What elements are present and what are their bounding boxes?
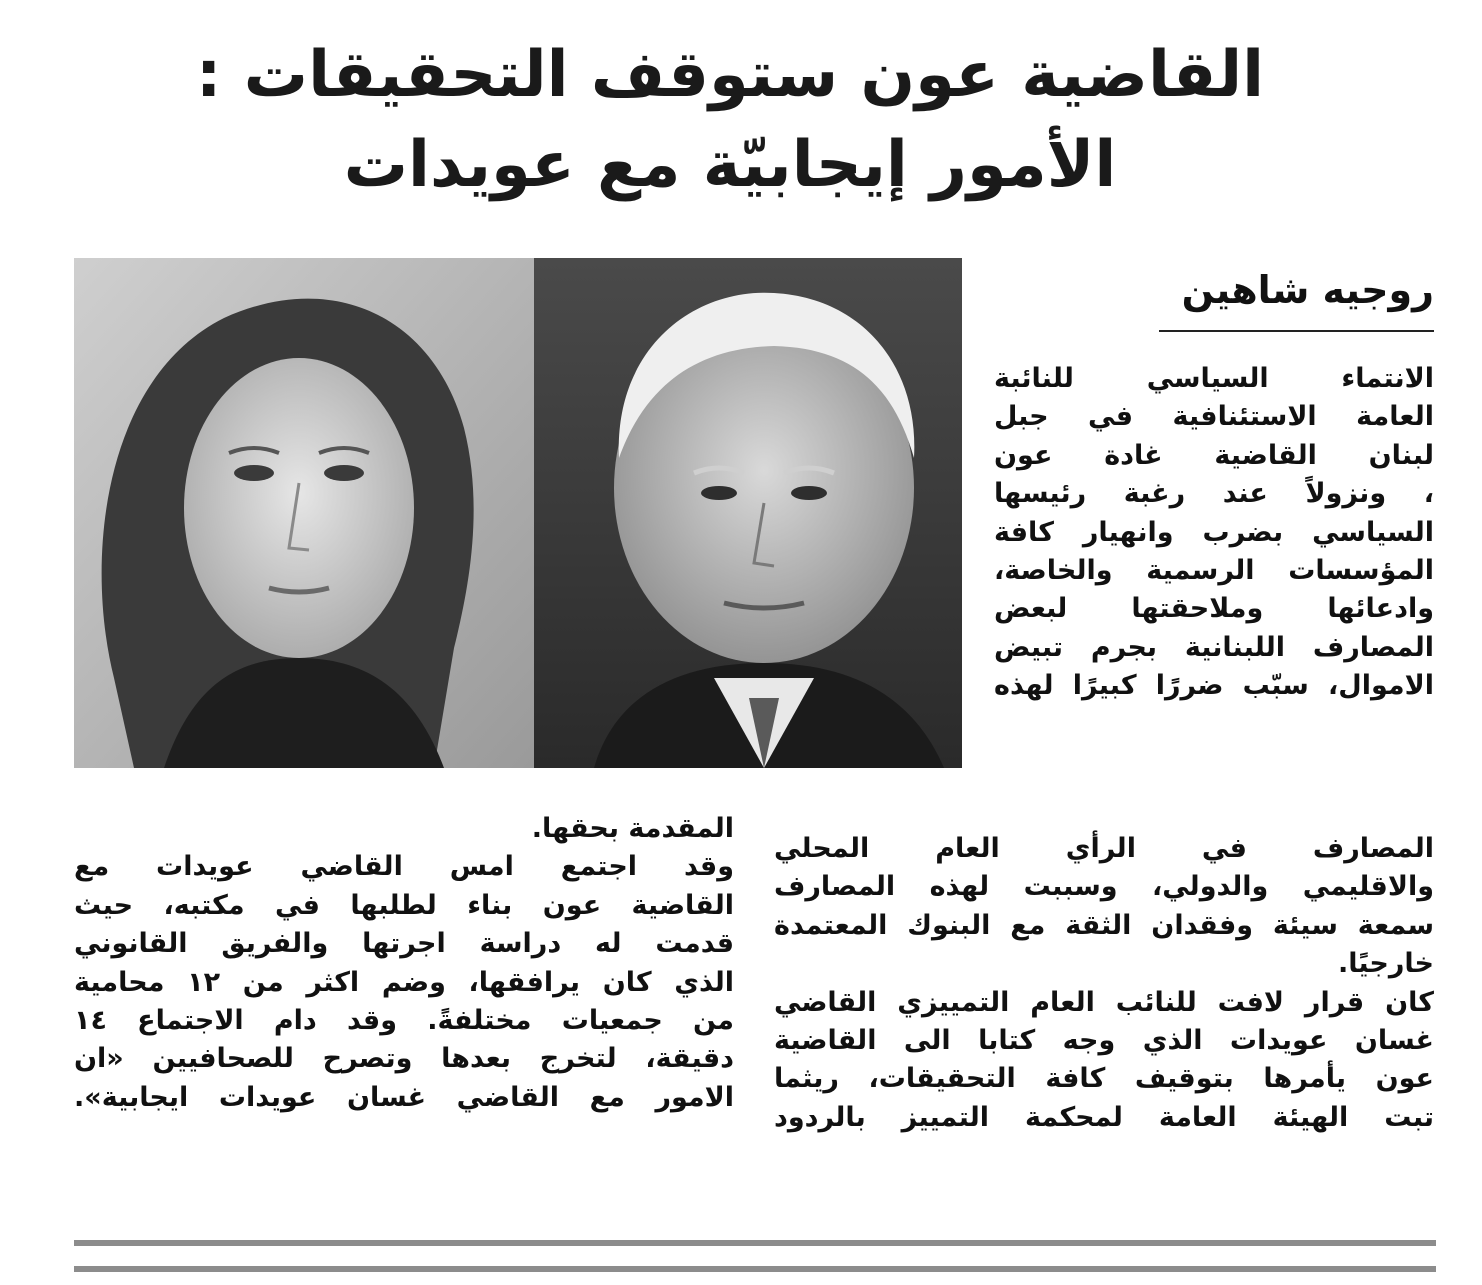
text-line: عون يأمرها بتوقيف كافة التحقيقات، ريثما [774, 1063, 1434, 1095]
text-line: سمعة سيئة وفقدان الثقة مع البنوك المعتمدة [774, 909, 1434, 941]
text-line: خارجيًا. [1337, 948, 1434, 980]
article-column-right-bottom [774, 830, 1434, 1137]
text-line: قدمت له دراسة اجرتها والفريق القانوني [74, 928, 734, 960]
text-line: تبت الهيئة العامة لمحكمة التمييز بالردود [774, 1101, 1434, 1133]
text-line: وقد اجتمع امس القاضي عويدات مع [74, 851, 734, 883]
footer-rule-bottom [74, 1266, 1436, 1272]
text-line: غسان عويدات الذي وجه كتابا الى القاضية [774, 1024, 1434, 1056]
headline-line-2: الأمور إيجابيّة مع عويدات [343, 128, 1117, 202]
text-line: من جمعيات مختلفةً. وقد دام الاجتماع ١٤ [74, 1004, 734, 1036]
footer-rule-top [74, 1240, 1436, 1246]
text-line: المصارف في الرأي العام المحلي [774, 833, 1434, 864]
text-line: كان قرار لافت للنائب العام التمييزي القاضي [774, 986, 1434, 1018]
photo-two-portraits-icon [74, 258, 962, 768]
text-line: لبنان القاضية غادة عون [994, 439, 1434, 471]
text-line: والاقليمي والدولي، وسببت لهذه المصارف [774, 871, 1434, 903]
headline [120, 30, 1340, 210]
text-line: المؤسسات الرسمية والخاصة، [994, 554, 1434, 586]
byline-divider [1159, 330, 1434, 332]
text-line: الذي كان يرافقها، وضم اكثر من ١٢ محامية [74, 966, 734, 998]
article-column-right [994, 360, 1434, 706]
text-line: المصارف اللبنانية بجرم تبيض [994, 631, 1434, 663]
text-line: المقدمة بحقها. [531, 813, 734, 844]
text-line: الامور مع القاضي غسان عويدات ايجابية». [74, 1081, 734, 1113]
text-line: ، ونزولاً عند رغبة رئيسها [994, 478, 1434, 510]
text-line: دقيقة، لتخرج بعدها وتصرح للصحافيين «ان [74, 1043, 734, 1075]
text-line: العامة الاستئنافية في جبل [994, 401, 1434, 433]
article-column-left [74, 810, 734, 1117]
byline-author: روجيه شاهين [1181, 268, 1434, 312]
article-photo [74, 258, 962, 768]
text-line: الانتماء السياسي للنائبة [994, 363, 1434, 394]
text-line: القاضية عون بناء لطلبها في مكتبه، حيث [74, 889, 734, 921]
text-line: وادعائها وملاحقتها لبعض [994, 593, 1434, 625]
text-line: الاموال، سبّب ضررًا كبيرًا لهذه [994, 670, 1434, 702]
headline-line-1: القاضية عون ستوقف التحقيقات : [195, 38, 1265, 112]
text-line: السياسي بضرب وانهيار كافة [994, 516, 1434, 548]
